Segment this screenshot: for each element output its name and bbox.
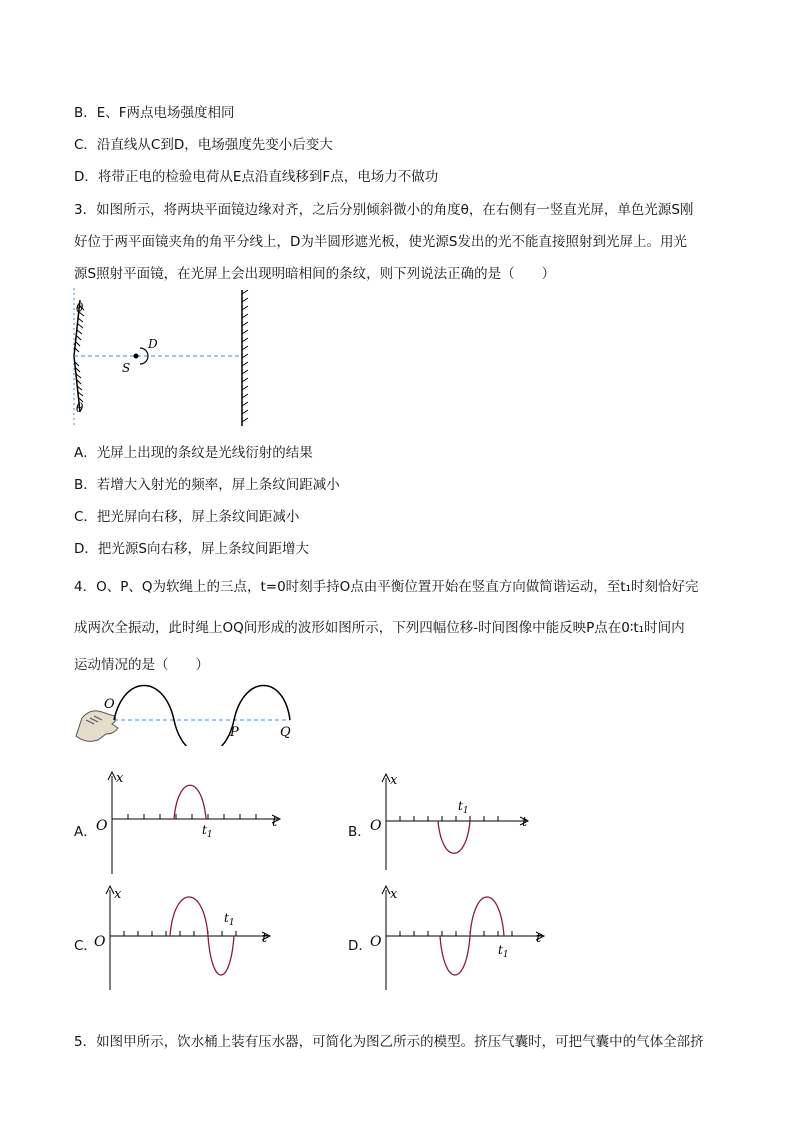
q3-option-a: A．光屏上出现的条纹是光线衍射的结果 [74,445,313,461]
graph-c [92,884,282,994]
q3-option-c: C．把光屏向右移，屏上条纹间距减小 [74,509,300,525]
o-label: O [104,697,115,712]
question-4-stem-line-1: 4．O、P、Q为软绳上的三点，t=0时刻手持O点由平衡位置开始在竖直方向做简谐运动，至t₁时刻恰好完 [74,579,699,595]
theta-bottom-label: θ [76,401,84,415]
svg-text:O: O [94,934,106,950]
svg-text:t: t [522,815,528,830]
svg-text:x: x [390,773,398,788]
q3-option-b: B．若增大入射光的频率，屏上条纹间距减小 [74,477,340,493]
svg-text:O: O [370,818,382,834]
question-4-stem-line-3: 运动情况的是（ ） [74,657,209,673]
svg-text:O: O [96,818,108,834]
graph-a-curve [174,785,206,819]
question-3-stem-line-1: 3．如图所示，将两块平面镜边缘对齐，之后分别倾斜微小的角度θ，在右侧有一竖直光屏，单色光源S刚 [74,202,694,218]
svg-text:x: x [390,887,398,902]
svg-text:t1: $t_1$ [202,823,213,840]
rope-wave-curve [114,686,290,747]
option-d-line: D．将带正电的检验电荷从E点沿直线移到F点，电场力不做功 [74,169,439,185]
graph-a [92,770,292,878]
theta-top-label: θ [76,301,84,315]
svg-text:x: x [116,771,124,786]
option-b-line: B．E、F两点电场强度相同 [74,105,235,121]
question-4-stem-line-2: 成两次全振动，此时绳上OQ间形成的波形如图所示，下列四幅位移-时间图像中能反映P点在0∶t₁时间内 [74,620,685,636]
hand-icon [76,711,118,741]
option-c-line: C．沿直线从C到D，电场强度先变小后变大 [74,137,333,153]
question-5-stem-line-1: 5．如图甲所示，饮水桶上装有压水器，可简化为图乙所示的模型。挤压气囊时，可把气囊中的气体全部挤 [74,1034,704,1050]
s-label: S [122,361,131,375]
graph-b-label: B． [348,824,371,840]
light-source-dot [134,354,139,359]
p-label: P [230,725,239,740]
svg-text:O: O [370,934,382,950]
graph-a-label: A． [74,824,97,840]
graph-d-label: D． [348,938,372,954]
svg-text:t1: $t_1$ [224,911,235,928]
svg-text:t: t [262,931,268,946]
graph-b-curve [438,821,470,853]
question-4-rope-figure [72,678,302,746]
svg-text:x: x [114,887,122,902]
svg-text:t: t [272,815,278,830]
graph-b [366,772,546,872]
d-label: D [148,337,158,351]
svg-text:t1: $t_1$ [498,943,509,960]
question-3-figure [66,286,266,432]
q-label: Q [280,725,291,740]
q3-option-d: D．把光源S向右移，屏上条纹间距增大 [74,541,309,557]
svg-text:t: t [536,931,542,946]
svg-text:t1: $t_1$ [458,799,469,816]
graph-d [366,884,556,994]
question-3-stem-line-3: 源S照射平面镜，在光屏上会出现明暗相间的条纹，则下列说法正确的是（ ） [74,266,556,282]
graph-c-label: C． [74,938,97,954]
question-3-stem-line-2: 好位于两平面镜夹角的角平分线上，D为半圆形遮光板，使光源S发出的光不能直接照射到光屏上。用光 [74,234,687,250]
